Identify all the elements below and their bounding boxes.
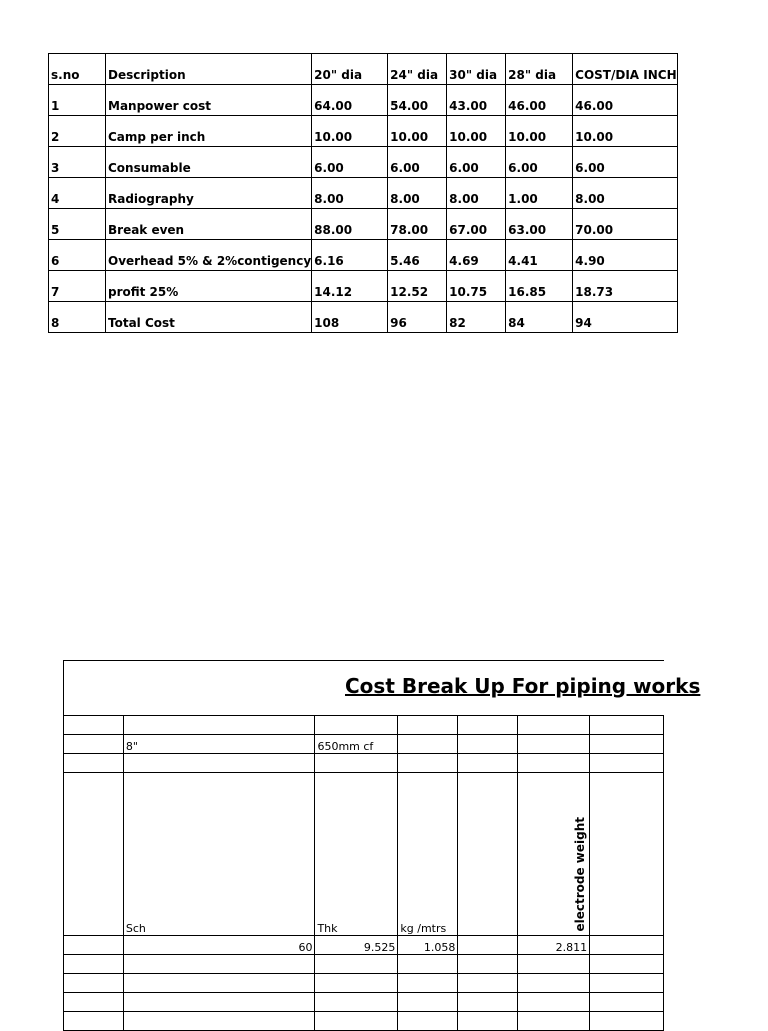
grid-cell[interactable] [458, 716, 518, 735]
size-label-cell[interactable]: 8" [123, 735, 315, 754]
grid-cell[interactable] [590, 936, 664, 955]
table-cell[interactable]: profit 25% [106, 271, 312, 302]
table-cell[interactable]: 8 [49, 302, 106, 333]
grid-cell[interactable] [123, 754, 315, 773]
table-cell[interactable]: 8.00 [573, 178, 677, 209]
grid-cell[interactable] [458, 974, 518, 993]
table-row [49, 147, 678, 178]
cost-breakup-sheet [63, 660, 701, 1024]
grid-cell[interactable] [590, 955, 664, 974]
table-cell[interactable]: 10.00 [312, 116, 388, 147]
table-cell[interactable]: 6.00 [447, 147, 506, 178]
table-cell[interactable]: 70.00 [573, 209, 677, 240]
header-cell[interactable]: Description [106, 54, 312, 85]
table-cell[interactable]: Overhead 5% & 2%contigency [106, 240, 312, 271]
table-cell[interactable]: Camp per inch [106, 116, 312, 147]
kg-header-cell[interactable]: kg /mtrs [398, 773, 458, 936]
grid-cell[interactable] [398, 735, 458, 754]
electrode-header-cell[interactable] [518, 773, 590, 936]
table-row [49, 85, 678, 116]
grid-cell[interactable] [590, 993, 664, 1012]
grid-row [64, 754, 664, 773]
grid-cell[interactable] [398, 754, 458, 773]
table-cell[interactable]: 84 [506, 302, 573, 333]
table-cell[interactable]: 10.00 [388, 116, 447, 147]
table-cell[interactable]: 4.90 [573, 240, 677, 271]
grid-cell[interactable] [458, 735, 518, 754]
table-cell[interactable]: 6 [49, 240, 106, 271]
cost-table [48, 53, 678, 333]
table-cell[interactable]: 7 [49, 271, 106, 302]
grid-header-row [64, 773, 664, 936]
sheet-title: Cost Break Up For piping works [345, 674, 701, 698]
table-cell[interactable]: 64.00 [312, 85, 388, 116]
grid-cell[interactable] [64, 754, 124, 773]
table-cell[interactable]: 6.16 [312, 240, 388, 271]
grid-cell[interactable] [315, 955, 398, 974]
grid-cell[interactable] [315, 716, 398, 735]
table-row [49, 240, 678, 271]
grid-cell[interactable] [518, 735, 590, 754]
grid-cell[interactable] [590, 716, 664, 735]
table-row [49, 302, 678, 333]
sheet-title-row [63, 660, 701, 715]
grid-cell[interactable] [64, 1012, 124, 1031]
grid-cell[interactable] [315, 974, 398, 993]
header-cell[interactable]: 20" dia [312, 54, 388, 85]
cf-label-cell[interactable]: 650mm cf [315, 735, 398, 754]
table-cell[interactable]: 6.00 [573, 147, 677, 178]
grid-cell[interactable] [518, 993, 590, 1012]
grid-data-row [64, 936, 664, 955]
header-cell[interactable]: COST/DIA INCH [573, 54, 677, 85]
table-cell[interactable]: 8.00 [388, 178, 447, 209]
header-cell[interactable]: s.no [49, 54, 106, 85]
table-row [49, 271, 678, 302]
table-cell[interactable]: 108 [312, 302, 388, 333]
grid-cell[interactable] [398, 955, 458, 974]
table-cell[interactable]: 4.41 [506, 240, 573, 271]
table-header-row [49, 54, 678, 85]
grid-row [64, 735, 664, 754]
table-cell[interactable]: 18.73 [573, 271, 677, 302]
thk-header-cell[interactable]: Thk [315, 773, 398, 936]
grid-cell[interactable] [590, 773, 664, 936]
table-cell[interactable]: 2 [49, 116, 106, 147]
table-cell[interactable]: 78.00 [388, 209, 447, 240]
grid-cell[interactable] [590, 974, 664, 993]
kg-value-cell[interactable]: 1.058 [398, 936, 458, 955]
table-cell[interactable]: Break even [106, 209, 312, 240]
table-cell[interactable]: 1 [49, 85, 106, 116]
grid-cell[interactable] [64, 993, 124, 1012]
grid-cell[interactable] [458, 993, 518, 1012]
grid-cell[interactable] [315, 1012, 398, 1031]
table-cell[interactable]: 10.00 [573, 116, 677, 147]
grid-cell[interactable] [590, 1012, 664, 1031]
table-cell[interactable]: 10.00 [506, 116, 573, 147]
grid-cell[interactable] [398, 993, 458, 1012]
grid-cell[interactable] [64, 716, 124, 735]
grid-cell[interactable] [518, 716, 590, 735]
table-cell[interactable]: Consumable [106, 147, 312, 178]
table-cell[interactable]: 10.00 [447, 116, 506, 147]
table-cell[interactable]: 5.46 [388, 240, 447, 271]
table-cell[interactable]: 10.75 [447, 271, 506, 302]
table-cell[interactable]: 1.00 [506, 178, 573, 209]
table-cell[interactable]: 94 [573, 302, 677, 333]
grid-cell[interactable] [315, 993, 398, 1012]
grid-cell[interactable] [398, 716, 458, 735]
grid-cell[interactable] [590, 735, 664, 754]
grid-cell[interactable] [398, 1012, 458, 1031]
grid-cell[interactable] [123, 974, 315, 993]
grid-row [64, 993, 664, 1012]
table-cell[interactable]: 96 [388, 302, 447, 333]
table-cell[interactable]: 6.00 [312, 147, 388, 178]
table-cell[interactable]: 5 [49, 209, 106, 240]
table-cell[interactable]: 8.00 [447, 178, 506, 209]
table-row [49, 178, 678, 209]
table-cell[interactable]: Radiography [106, 178, 312, 209]
grid-row [64, 1012, 664, 1031]
grid-cell[interactable] [123, 716, 315, 735]
grid-cell[interactable] [458, 955, 518, 974]
grid-cell[interactable] [458, 773, 518, 936]
table-cell[interactable]: 43.00 [447, 85, 506, 116]
table-cell[interactable]: 54.00 [388, 85, 447, 116]
grid-cell[interactable] [64, 936, 124, 955]
table-cell[interactable]: 8.00 [312, 178, 388, 209]
grid-cell[interactable] [64, 735, 124, 754]
header-cell[interactable]: 24" dia [388, 54, 447, 85]
table-cell[interactable]: 82 [447, 302, 506, 333]
grid-cell[interactable] [518, 955, 590, 974]
table-cell[interactable]: 63.00 [506, 209, 573, 240]
grid-cell[interactable] [398, 974, 458, 993]
grid-cell[interactable] [64, 955, 124, 974]
table-cell[interactable]: 46.00 [573, 85, 677, 116]
table-cell[interactable]: 3 [49, 147, 106, 178]
header-cell[interactable]: 30" dia [447, 54, 506, 85]
grid-row [64, 974, 664, 993]
table-cell[interactable]: 14.12 [312, 271, 388, 302]
table-cell[interactable]: Manpower cost [106, 85, 312, 116]
grid-cell[interactable] [590, 754, 664, 773]
sch-header-cell[interactable]: Sch [123, 773, 315, 936]
table-cell[interactable]: 4.69 [447, 240, 506, 271]
table-cell[interactable]: 88.00 [312, 209, 388, 240]
grid-cell[interactable] [64, 974, 124, 993]
grid-cell[interactable] [123, 955, 315, 974]
grid-cell[interactable] [123, 1012, 315, 1031]
grid-cell[interactable] [458, 1012, 518, 1031]
grid-cell[interactable] [315, 754, 398, 773]
grid-cell[interactable] [518, 754, 590, 773]
header-cell[interactable]: 28" dia [506, 54, 573, 85]
table-cell[interactable]: 67.00 [447, 209, 506, 240]
electrode-weight-label: electrode weight [573, 817, 588, 932]
grid-cell[interactable] [518, 1012, 590, 1031]
table-row [49, 209, 678, 240]
grid-cell[interactable] [123, 993, 315, 1012]
table-cell[interactable]: 4 [49, 178, 106, 209]
thk-value-cell[interactable]: 9.525 [315, 936, 398, 955]
sch-value-cell[interactable]: 60 [123, 936, 315, 955]
grid-cell[interactable] [518, 974, 590, 993]
table-cell[interactable]: 6.00 [506, 147, 573, 178]
table-row [49, 116, 678, 147]
sheet-grid [63, 715, 664, 1031]
table-cell[interactable]: 16.85 [506, 271, 573, 302]
grid-cell[interactable] [458, 936, 518, 955]
table-cell[interactable]: 46.00 [506, 85, 573, 116]
grid-row [64, 955, 664, 974]
electrode-value-cell[interactable]: 2.811 [518, 936, 590, 955]
table-cell[interactable]: Total Cost [106, 302, 312, 333]
table-cell[interactable]: 12.52 [388, 271, 447, 302]
grid-cell[interactable] [458, 754, 518, 773]
grid-row [64, 716, 664, 735]
table-cell[interactable]: 6.00 [388, 147, 447, 178]
grid-cell[interactable] [64, 773, 124, 936]
